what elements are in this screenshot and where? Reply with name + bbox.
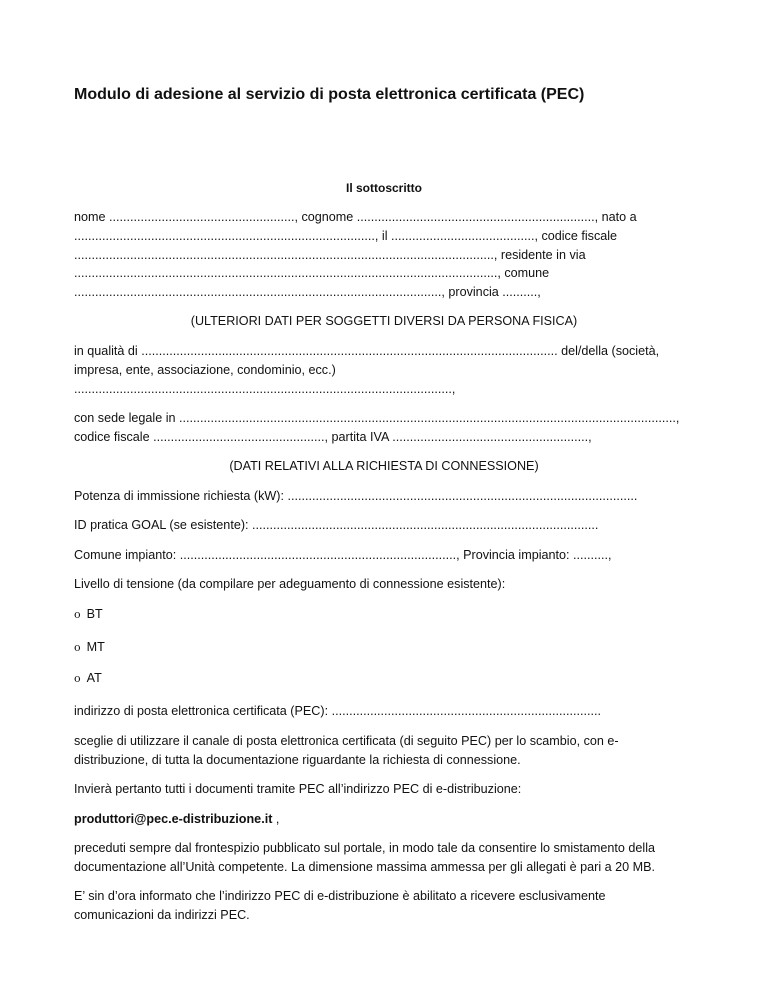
- email-suffix: ,: [272, 812, 280, 826]
- section-connection-heading: (DATI RELATIVI ALLA RICHIESTA DI CONNESSIONE): [229, 459, 539, 473]
- subtitle: Il sottoscritto: [345, 181, 422, 195]
- other-line-1: in qualità di ....................................................................................................................... del/della (società,: [74, 344, 660, 358]
- section-other-heading: (ULTERIORI DATI PER SOGGETTI DIVERSI DA PERSONA FISICA): [190, 314, 578, 328]
- other-line-3: ............................................................................................................,: [74, 382, 456, 396]
- voltage-option-label: BT: [86, 607, 103, 621]
- preceded-line-1: preceduti sempre dal frontespizio pubblicato sul portale, in modo tale da consentire lo smistamento della: [74, 841, 656, 855]
- comune-line: Comune impianto: ..............................................................................., Provincia impianto: ..........,: [74, 548, 612, 562]
- preceded-line-2: documentazione all’Unità competente. La dimensione massima ammessa per gli allegati è pari a 20 MB.: [74, 860, 656, 874]
- checkbox-circle-icon: o: [74, 608, 81, 621]
- pec-email-address: produttori@pec.e-distribuzione.it: [74, 812, 273, 826]
- send-line: Invierà pertanto tutti i documenti tramite PEC all’indirizzo PEC di e-distribuzione:: [74, 782, 522, 796]
- personal-line-2: ......................................................................................, il ........................................., codice fiscale: [74, 229, 618, 243]
- other-line-2: impresa, ente, associazione, condominio, ecc.): [74, 363, 336, 377]
- pec-line: indirizzo di posta elettronica certificata (PEC): .............................................................................: [74, 704, 601, 718]
- choose-line-2: distribuzione, di tutta la documentazione riguardante la richiesta di connessione.: [74, 753, 521, 767]
- personal-line-5: ........................................................................................................., provincia ..........,: [74, 285, 541, 299]
- power-line: Potenza di immissione richiesta (kW): ....................................................................................................: [74, 489, 638, 503]
- checkbox-circle-icon: o: [74, 641, 81, 654]
- informed-line-1: E’ sin d’ora informato che l’indirizzo PEC di e-distribuzione è abilitato a ricevere esclusivamente: [74, 889, 606, 903]
- personal-line-4: ........................................................................................................................., comune: [74, 266, 550, 280]
- company-line-1: con sede legale in ..............................................................................................................................................,: [74, 411, 680, 425]
- voltage-option-at: [74, 670, 102, 687]
- choose-line-1: sceglie di utilizzare il canale di posta elettronica certificata (di seguito PEC) per lo scambio, con e-: [74, 734, 619, 748]
- voltage-option-label: MT: [86, 640, 105, 654]
- goal-line: ID pratica GOAL (se esistente): ...................................................................................................: [74, 518, 599, 532]
- voltage-option-bt: [74, 606, 103, 623]
- informed-line-2: comunicazioni da indirizzi PEC.: [74, 908, 250, 922]
- personal-line-3: ........................................................................................................................, residente in via: [74, 248, 586, 262]
- email-line: [74, 811, 279, 827]
- checkbox-circle-icon: o: [74, 672, 81, 685]
- voltage-option-mt: [74, 639, 105, 656]
- personal-line-1: nome ....................................................., cognome ...................................................................., nato a: [74, 210, 637, 224]
- document-title: Modulo di adesione al servizio di posta elettronica certificata (PEC): [74, 86, 585, 103]
- voltage-option-label: AT: [86, 671, 102, 685]
- voltage-line: Livello di tensione (da compilare per adeguamento di connessione esistente):: [74, 577, 506, 591]
- company-line-2: codice fiscale ................................................., partita IVA ........................................................,: [74, 430, 592, 444]
